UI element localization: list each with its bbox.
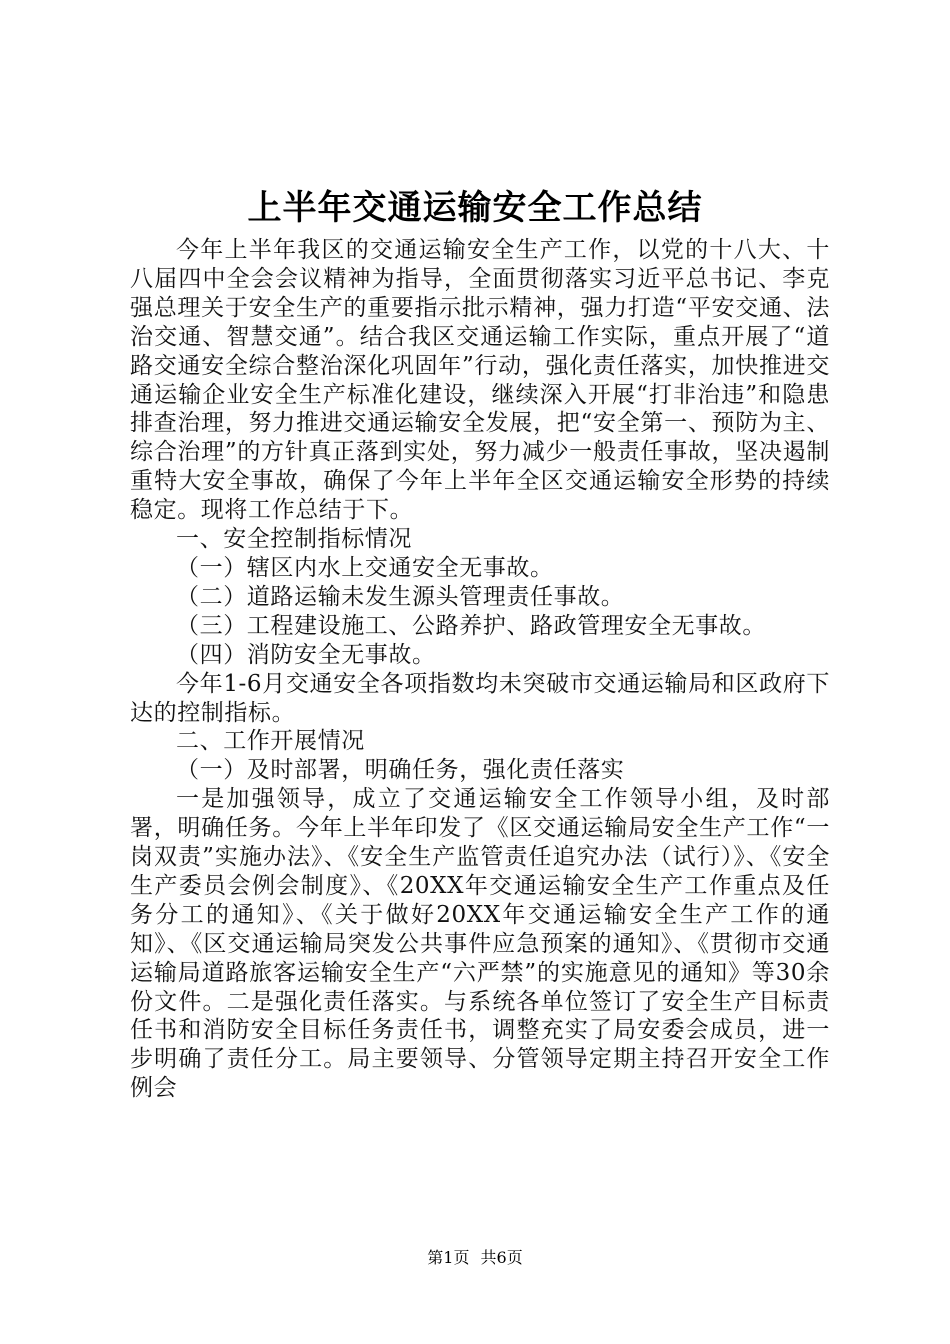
section-heading-2: 二、工作开展情况 [176,728,365,755]
page-total: 共6页 [480,1248,523,1267]
page-footer [0,1245,950,1268]
list-item: （四）消防安全无事故。 [176,641,436,668]
list-item: （三）工程建设施工、公路养护、路政管理安全无事故。 [176,612,766,639]
list-item: （一）辖区内水上交通安全无事故。 [176,554,554,581]
paragraph-body: 一是加强领导，成立了交通运输安全工作领导小组，及时部署，明确任务。今年上半年印发了《区交通运输局安全生产工作“一岗双责”实施办法》、《安全生产监管责任追究办法（试行）》、《安全生产委员会例会制度》、《20XX年交通运输安全生产工作重点及任务分工的通知》、《关于做好20XX年交通运输安全生产工作的通知》、《区交通运输局突发公共事件应急预案的通知》、《贯彻市交通运输局道路旅客运输安全生产“六严禁”的实施意见的通知》等30余份文件。二是强化责任落实。与系统各单位签订了安全生产目标责任书和消防安全目标任务责任书，调整充实了局安委会成员，进一步明确了责任分工。局主要领导、分管领导定期主持召开安全工作例会 [130,786,830,1102]
document-body [130,236,830,1103]
section-heading-1: 一、安全控制指标情况 [176,526,412,553]
page-number: 第1页 [427,1248,470,1267]
paragraph-intro: 今年上半年我区的交通运输安全生产工作，以党的十八大、十八届四中全会会议精神为指导，全面贯彻落实习近平总书记、李克强总理关于安全生产的重要指示批示精神，强力打造“平安交通、法治交通、智慧交通”。结合我区交通运输工作实际，重点开展了“道路交通安全综合整治深化巩固年”行动，强化责任落实，加快推进交通运输企业安全生产标准化建设，继续深入开展“打非治违”和隐患排查治理，努力推进交通运输安全发展，把“安全第一、预防为主、综合治理”的方针真正落到实处，努力减少一般责任事故，坚决遏制重特大安全事故，确保了今年上半年全区交通运输安全形势的持续稳定。现将工作总结于下。 [130,237,830,524]
list-item: （二）道路运输未发生源头管理责任事故。 [176,583,625,610]
subsection-heading: （一）及时部署，明确任务，强化责任落实 [176,757,625,784]
document-title: 上半年交通运输安全工作总结 [247,188,703,228]
paragraph-summary: 今年1-6月交通安全各项指数均未突破市交通运输局和区政府下达的控制指标。 [130,670,830,726]
